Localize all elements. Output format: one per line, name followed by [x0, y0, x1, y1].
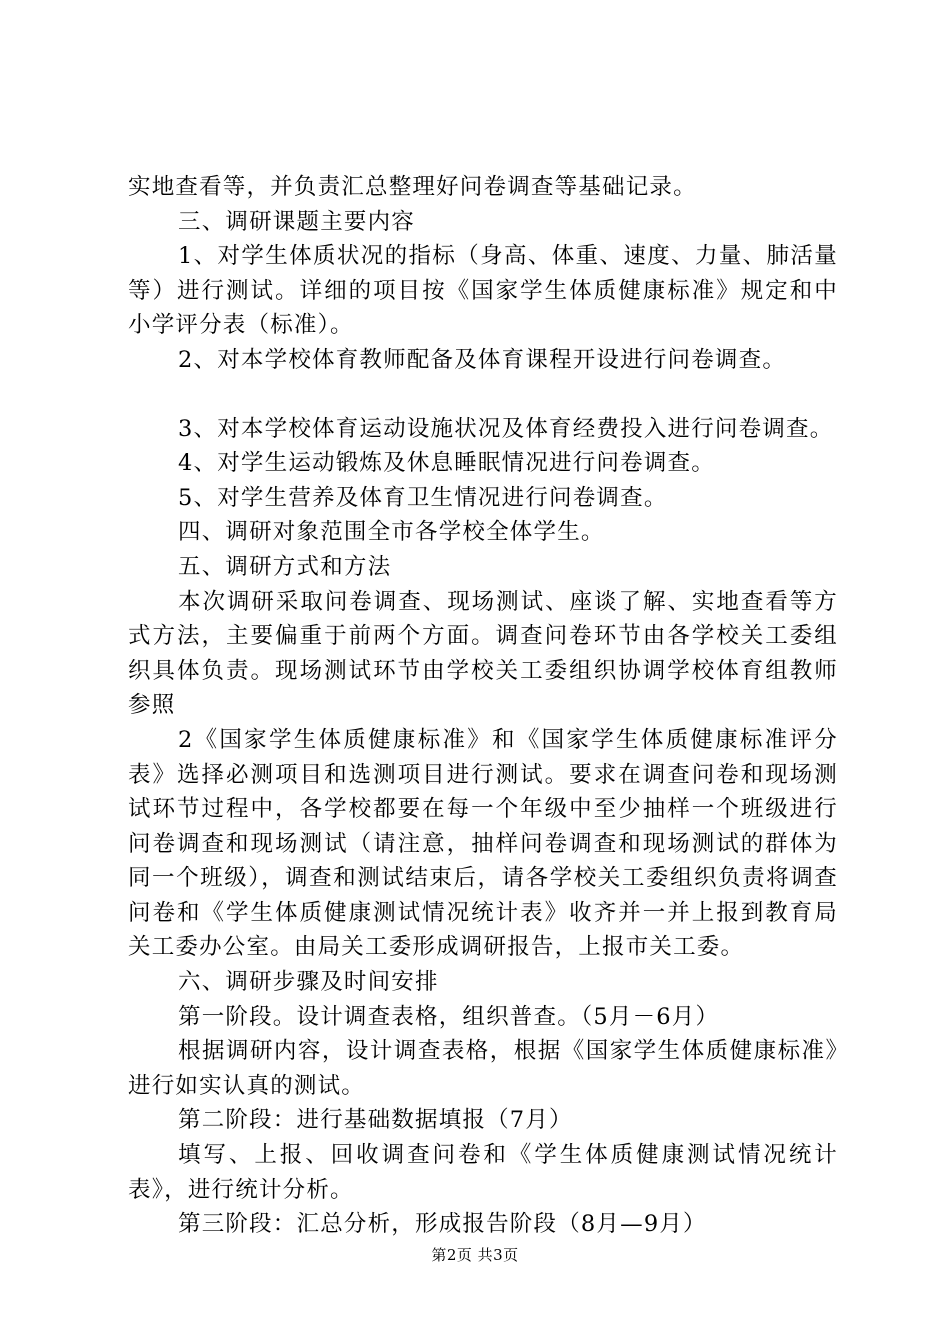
section-heading-4: 四、调研对象范围全市各学校全体学生。 [178, 519, 605, 546]
section-heading-6: 六、调研步骤及时间安排 [178, 969, 439, 996]
paragraph-continuation: 实地查看等，并负责汇总整理好问卷调查等基础记录。 [128, 174, 697, 200]
page-number-footer: 第2页 共3页 [431, 1246, 519, 1264]
list-item-4: 4、对学生运动锻炼及休息睡眠情况进行问卷调查。 [178, 450, 715, 477]
document-body [128, 170, 838, 1242]
blank-line [128, 378, 838, 412]
phase-2-heading: 第二阶段：进行基础数据填报（7月） [178, 1107, 573, 1134]
testing-paragraph: 2《国家学生体质健康标准》和《国家学生体质健康标准评分表》选择必测项目和选测项目进行测试。要求在调查问卷和现场测试环节过程中，各学校都要在每一个年级中至少抽样一个班级进行问卷调查和现场测试（请注意，抽样问卷调查和现场测试的群体为同一个班级），调查和测试结束后，请各学校关工委组织负责将调查问卷和《学生体质健康测试情况统计表》收齐并一并上报到教育局关工委办公室。由局关工委形成调研报告，上报市关工委。 [128, 726, 838, 961]
list-item-1: 1、对学生体质状况的指标（身高、体重、速度、力量、肺活量等）进行测试。详细的项目按《国家学生体质健康标准》规定和中小学评分表（标准）。 [128, 243, 838, 339]
section-heading-3: 三、调研课题主要内容 [178, 208, 416, 235]
phase-1-heading: 第一阶段。设计调查表格，组织普查。（5月－6月） [178, 1003, 720, 1030]
list-item-2: 2、对本学校体育教师配备及体育课程开设进行问卷调查。 [178, 346, 787, 373]
list-item-3: 3、对本学校体育运动设施状况及体育经费投入进行问卷调查。 [178, 415, 834, 442]
method-paragraph: 本次调研采取问卷调查、现场测试、座谈了解、实地查看等方式方法，主要偏重于前两个方面。调查问卷环节由各学校关工委组织具体负责。现场测试环节由学校关工委组织协调学校体育组教师参照 [128, 588, 838, 719]
phase-3-heading: 第三阶段：汇总分析，形成报告阶段（8月—9月） [178, 1211, 707, 1238]
phase-2-body: 填写、上报、回收调查问卷和《学生体质健康测试情况统计表》，进行统计分析。 [128, 1142, 838, 1203]
section-heading-5: 五、调研方式和方法 [178, 553, 392, 580]
phase-1-body: 根据调研内容，设计调查表格，根据《国家学生体质健康标准》进行如实认真的测试。 [128, 1038, 838, 1099]
list-item-5: 5、对学生营养及体育卫生情况进行问卷调查。 [178, 484, 668, 511]
